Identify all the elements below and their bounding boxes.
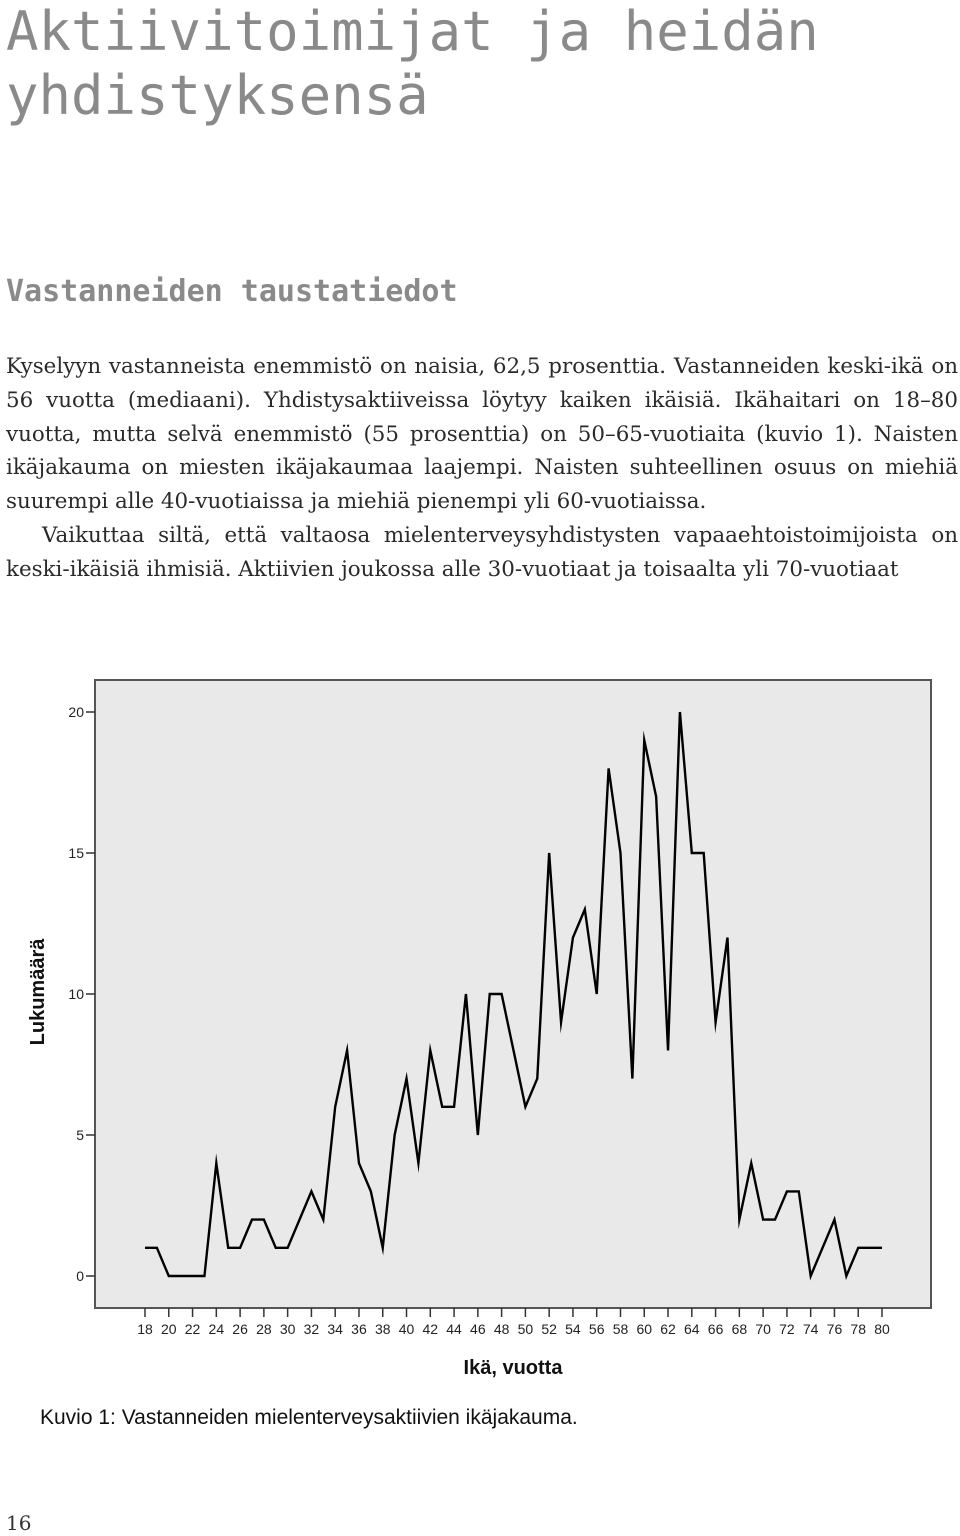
section-heading: Vastanneiden taustatiedot bbox=[6, 272, 906, 312]
x-tick-label: 72 bbox=[779, 1321, 795, 1337]
x-tick-label: 56 bbox=[589, 1321, 605, 1337]
x-tick-label: 42 bbox=[423, 1321, 439, 1337]
x-axis bbox=[137, 1308, 890, 1337]
y-tick-label: 10 bbox=[68, 986, 84, 1002]
x-tick-label: 48 bbox=[494, 1321, 510, 1337]
x-tick-label: 18 bbox=[137, 1321, 153, 1337]
plot-area bbox=[95, 680, 931, 1308]
x-tick-label: 64 bbox=[684, 1321, 700, 1337]
page-title-line-1: Aktiivitoimijat ja heidän bbox=[6, 0, 819, 63]
x-tick-label: 24 bbox=[209, 1321, 225, 1337]
x-tick-label: 44 bbox=[446, 1321, 462, 1337]
x-tick-label: 36 bbox=[351, 1321, 367, 1337]
y-tick-label: 15 bbox=[68, 845, 84, 861]
y-tick-label: 5 bbox=[76, 1127, 84, 1143]
body-text bbox=[6, 350, 958, 587]
x-tick-label: 60 bbox=[636, 1321, 652, 1337]
x-tick-label: 30 bbox=[280, 1321, 296, 1337]
y-tick-label: 20 bbox=[68, 704, 84, 720]
page-title bbox=[6, 0, 946, 128]
page-title-line-2: yhdistyksensä bbox=[6, 64, 429, 127]
paragraph-1: Kyselyyn vastanneista enemmistö on naisia, 62,5 prosenttia. Vastanneiden keski-ikä on 56 vuotta (mediaani). Yhdistysaktiiveissa löytyy kaiken ikäisiä. Ikähaitari on 18–80 vuotta, mutta selvä enemmistö (55 prosenttia) on 50–65-vuotiaita (kuvio 1). Naisten ikäjakauma on miesten ikäjakaumaa laajempi. Naisten suhteellinen osuus on miehiä suurempi alle 40-vuotiaissa ja miehiä pienempi yli 60-vuotiaissa. bbox=[6, 350, 958, 519]
figure-caption: Kuvio 1: Vastanneiden mielenterveysaktiivien ikäjakauma. bbox=[40, 1405, 578, 1431]
x-tick-label: 74 bbox=[803, 1321, 819, 1337]
x-tick-label: 22 bbox=[185, 1321, 201, 1337]
x-tick-label: 26 bbox=[232, 1321, 248, 1337]
x-tick-label: 62 bbox=[660, 1321, 676, 1337]
x-tick-label: 38 bbox=[375, 1321, 391, 1337]
age-distribution-chart bbox=[0, 660, 960, 1400]
x-tick-label: 28 bbox=[256, 1321, 272, 1337]
x-tick-label: 70 bbox=[755, 1321, 771, 1337]
x-tick-label: 54 bbox=[565, 1321, 581, 1337]
y-axis bbox=[68, 704, 95, 1284]
x-tick-label: 52 bbox=[541, 1321, 557, 1337]
chart-svg bbox=[0, 660, 960, 1400]
x-tick-label: 50 bbox=[518, 1321, 534, 1337]
x-tick-label: 20 bbox=[161, 1321, 177, 1337]
paragraph-2: Vaikuttaa siltä, että valtaosa mielenterveysyhdistysten vapaaehtoistoimijoista on keski-ikäisiä ihmisiä. Aktiivien joukossa alle 30-vuotiaat ja toisaalta yli 70-vuotiaat bbox=[6, 519, 958, 587]
y-axis-label: Lukumäärä bbox=[27, 938, 49, 1046]
y-tick-label: 0 bbox=[76, 1268, 84, 1284]
x-tick-label: 66 bbox=[708, 1321, 724, 1337]
x-tick-label: 78 bbox=[850, 1321, 866, 1337]
x-axis-label: Ikä, vuotta bbox=[464, 1357, 564, 1379]
x-tick-label: 46 bbox=[470, 1321, 486, 1337]
page-number: 16 bbox=[6, 1510, 31, 1536]
x-tick-label: 32 bbox=[304, 1321, 320, 1337]
x-tick-label: 76 bbox=[827, 1321, 843, 1337]
x-tick-label: 34 bbox=[327, 1321, 343, 1337]
x-tick-label: 58 bbox=[613, 1321, 629, 1337]
x-tick-label: 40 bbox=[399, 1321, 415, 1337]
x-tick-label: 68 bbox=[732, 1321, 748, 1337]
x-tick-label: 80 bbox=[874, 1321, 890, 1337]
